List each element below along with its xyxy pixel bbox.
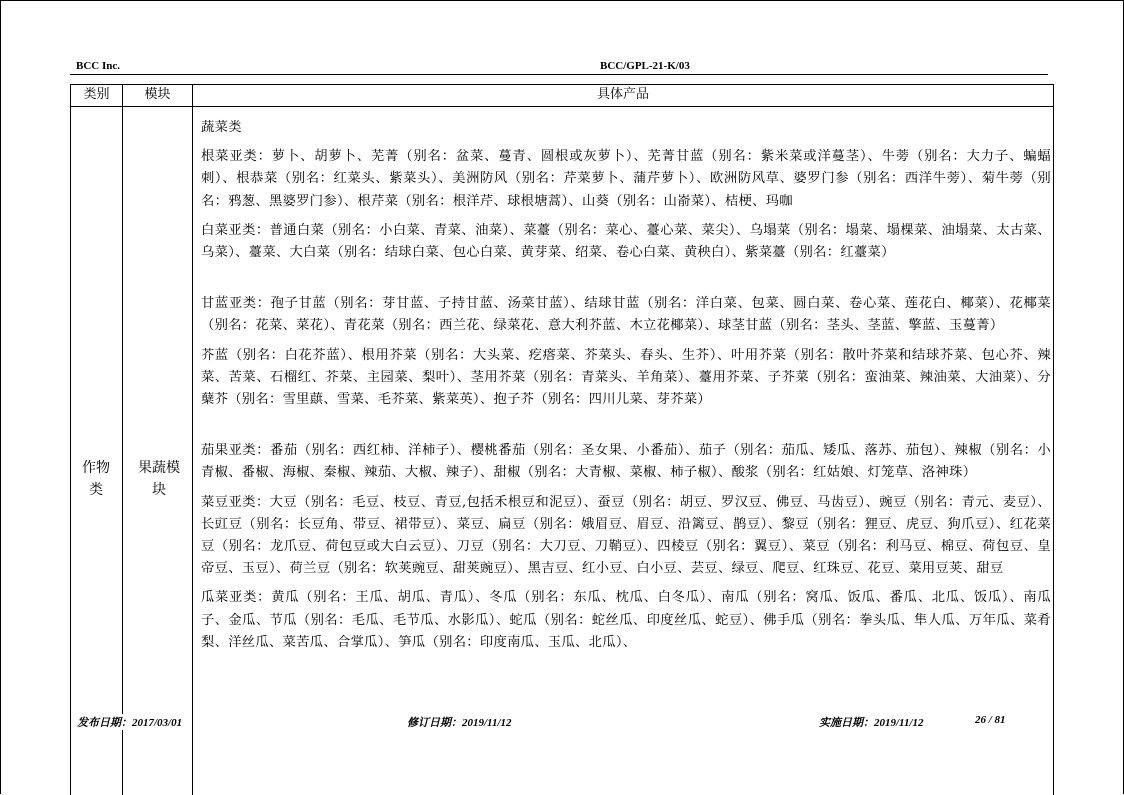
- revision-date: 修订日期：2019/11/12: [406, 714, 513, 730]
- column-header-products: 具体产品: [596, 87, 649, 102]
- paragraph-brassica: 甘蓝亚类：孢子甘蓝（别名：芽甘蓝、子持甘蓝、汤菜甘蓝）、结球甘蓝（别名：洋白菜、包菜、圆白菜、卷心菜、莲花白、椰菜）、花椰菜（别名：花菜、菜花）、青花菜（别名：西兰花、绿菜花、意大利芥蓝、木立花椰菜）、球茎甘蓝（别名：茎头、茎蓝、擎蓝、玉蔓菁）: [201, 296, 1051, 334]
- document-code: BCC/GPL-21-K/03: [600, 60, 690, 72]
- product-list: [201, 117, 1051, 661]
- company-name: BCC Inc.: [76, 60, 121, 72]
- table-divider-module: [192, 84, 193, 795]
- column-header-module: 模块: [144, 87, 171, 102]
- header-divider: [70, 74, 1048, 75]
- module-cell: 果蔬模块: [138, 460, 180, 498]
- paragraph-root-vegetables: 根菜亚类：萝卜、胡萝卜、芜菁（别名：盆菜、蔓青、圆根或灰萝卜）、芜菁甘蓝（别名：紫米菜或洋蔓茎）、牛蒡（别名：大力子、蝙蝠刺）、根恭菜（别名：红菜头、紫菜头）、美洲防风（别名：芹菜萝卜、蒲芹萝卜）、欧洲防风草、婆罗门参（别名：西洋牛蒡）、菊牛蒡（别名：鸦葱、黑婆罗门参）、根芹菜（别名：根洋芹、球根塘蒿）、山葵（别名：山嵛菜）、桔梗、玛咖: [201, 149, 1051, 209]
- table-header-divider: [70, 106, 1054, 107]
- paragraph-cucurbits: 瓜菜亚类：黄瓜（别名：王瓜、胡瓜、青瓜）、冬瓜（别名：东瓜、枕瓜、白冬瓜）、南瓜（别名：窝瓜、饭瓜、番瓜、北瓜、饭瓜）、南瓜子、金瓜、节瓜（别名：毛瓜、毛节瓜、水影瓜）、蛇瓜（别名：蛇丝瓜、印度丝瓜、蛇豆）、佛手瓜（别名：拳头瓜、隼人瓜、万年瓜、菜肴梨、洋丝瓜、菜苦瓜、合掌瓜）、笋瓜（别名：印度南瓜、玉瓜、北瓜）、: [201, 590, 1051, 650]
- category-cell: 作物类: [82, 460, 110, 498]
- effective-date: 实施日期：2019/11/12: [818, 714, 925, 730]
- paragraph-solanaceous: 茄果亚类：番茄（别名：西红柿、洋柿子）、樱桃番茄（别名：圣女果、小番茄）、茄子（别名：茄瓜、矮瓜、落苏、茄包）、辣椒（别名：小青椒、番椒、海椒、秦椒、辣茄、大椒、辣子）、甜椒（别名：大青椒、菜椒、柿子椒）、酸浆（别名：红姑娘、灯笼草、洛神珠）: [201, 443, 1051, 481]
- issue-date: 发布日期：2017/03/01: [76, 714, 183, 730]
- paragraph-mustard: 芥蓝（别名：白花芥蓝）、根用芥菜（别名：大头菜、疙瘩菜、芥菜头、春头、生芥）、叶用芥菜（别名：散叶芥菜和结球芥菜、包心芥、辣菜、苦菜、石榴红、芥菜、主园菜、梨叶）、茎用芥菜（别名：青菜头、羊角菜）、薹用芥菜、子芥菜（别名：蛮油菜、辣油菜、大油菜）、分蘖芥（别名：雪里蕻、雪菜、毛芥菜、紫菜英）、抱子芥（别名：四川儿菜、芽芥菜）: [201, 347, 1051, 408]
- paragraph-chinese-cabbage: 白菜亚类：普通白菜（别名：小白菜、青菜、油菜）、菜薹（别名：菜心、薹心菜、菜尖）、乌塌菜（别名：塌菜、塌棵菜、油塌菜、太古菜、乌菜）、薹菜、大白菜（别名：结球白菜、包心白菜、黄芽菜、绍菜、卷心白菜、黄秧白）、紫菜薹（别名：红薹菜）: [201, 222, 1051, 261]
- table-divider-category: [122, 84, 123, 795]
- table-border-left: [70, 84, 71, 795]
- page-number: 26 / 81: [975, 714, 1006, 726]
- product-table: [70, 84, 1054, 795]
- section-title: 蔬菜类: [201, 120, 242, 135]
- paragraph-legumes: 菜豆亚类：大豆（别名：毛豆、枝豆、青豆,包括禾根豆和泥豆）、蚕豆（别名：胡豆、罗汉豆、佛豆、马齿豆）、豌豆（别名：青元、麦豆）、长豇豆（别名：长豆角、带豆、裙带豆）、菜豆、扁豆（别名：娥眉豆、眉豆、沿篱豆、鹊豆）、黎豆（别名：狸豆、虎豆、狗爪豆）、红花菜豆（别名：龙爪豆、荷包豆或大白云豆）、刀豆（别名：大刀豆、刀鞘豆）、四棱豆（别名：翼豆）、菜豆（别名：利马豆、棉豆、荷包豆、皇帝豆、玉豆）、荷兰豆（别名：软荚豌豆、甜荚豌豆）、黑吉豆、红小豆、白小豆、芸豆、绿豆、爬豆、红珠豆、花豆、菜用豆荚、甜豆: [201, 494, 1051, 577]
- table-border-right: [1053, 84, 1054, 795]
- column-header-category: 类别: [83, 87, 110, 102]
